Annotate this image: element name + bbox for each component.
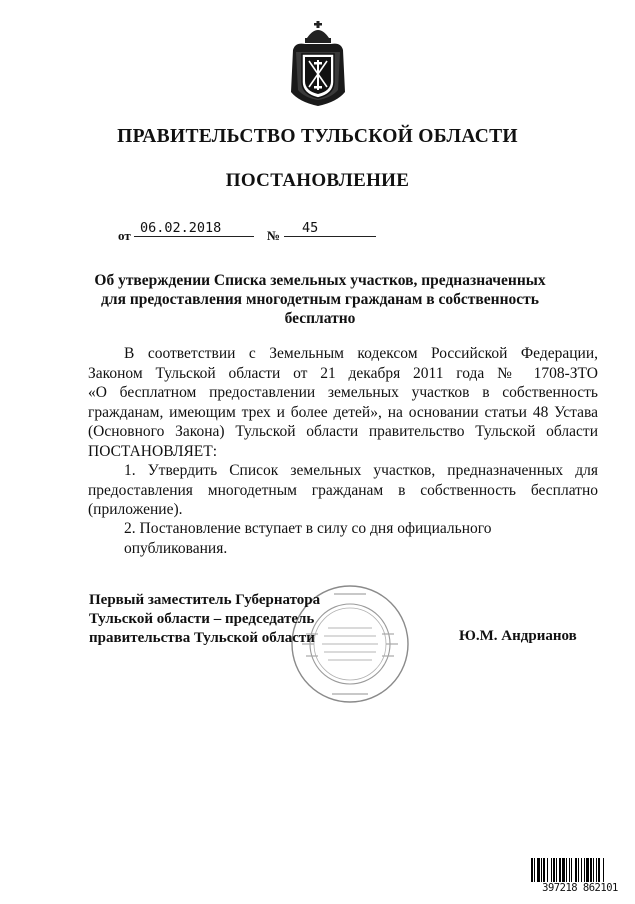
text-line: гражданам, имеющим трех и более детей», на основании статьи 48 Устава (88, 403, 598, 421)
date-underline (134, 236, 254, 237)
text-line: предоставления многодетным гражданам в собственность бесплатно (88, 481, 598, 499)
signer-name: Ю.М. Андрианов (459, 628, 577, 644)
government-title: ПРАВИТЕЛЬСТВО ТУЛЬСКОЙ ОБЛАСТИ (117, 126, 518, 147)
text-line: Законом Тульской области от 21 декабря 2011 года № 1708-ЗТО (88, 364, 598, 382)
subject-line: для предоставления многодетным гражданам в собственность бесплатно (101, 291, 539, 327)
document-type: ПОСТАНОВЛЕНИЕ (225, 170, 410, 191)
date-label: от (118, 228, 131, 243)
number-label: № (267, 228, 281, 243)
number-value: 45 (302, 220, 319, 236)
signer-position (89, 591, 320, 648)
text-line: (Основного Закона) Тульской области правительство Тульской области (88, 423, 598, 440)
clause-1-paragraph (88, 461, 598, 520)
coat-of-arms-icon (287, 20, 349, 108)
text-line: «О бесплатном предоставлении земельных участков в собственность (88, 384, 598, 401)
text-line: ПОСТАНОВЛЯЕТ: (88, 442, 218, 460)
document-subject (80, 271, 560, 328)
number-underline (284, 236, 376, 237)
text-line: (приложение). (88, 501, 183, 518)
text-line: 2. Постановление вступает в силу со дня официального опубликования. (124, 520, 492, 557)
signer-position-line: Тульской области – председатель (89, 611, 315, 627)
signer-position-line: Первый заместитель Губернатора (89, 592, 321, 608)
clause-2-paragraph (88, 519, 598, 558)
text-line: В соответствии с Земельным кодексом Российской Федерации, (124, 345, 598, 362)
signer-position-line: правительства Тульской области (89, 630, 315, 646)
text-line: 1. Утвердить Список земельных участков, предназначенных для (124, 462, 598, 479)
subject-line: Об утверждении Списка земельных участков, предназначенных (94, 272, 546, 289)
date-value: 06.02.2018 (140, 220, 222, 236)
barcode-number: 397218 862101 (531, 882, 629, 894)
preamble-paragraph (88, 344, 598, 461)
